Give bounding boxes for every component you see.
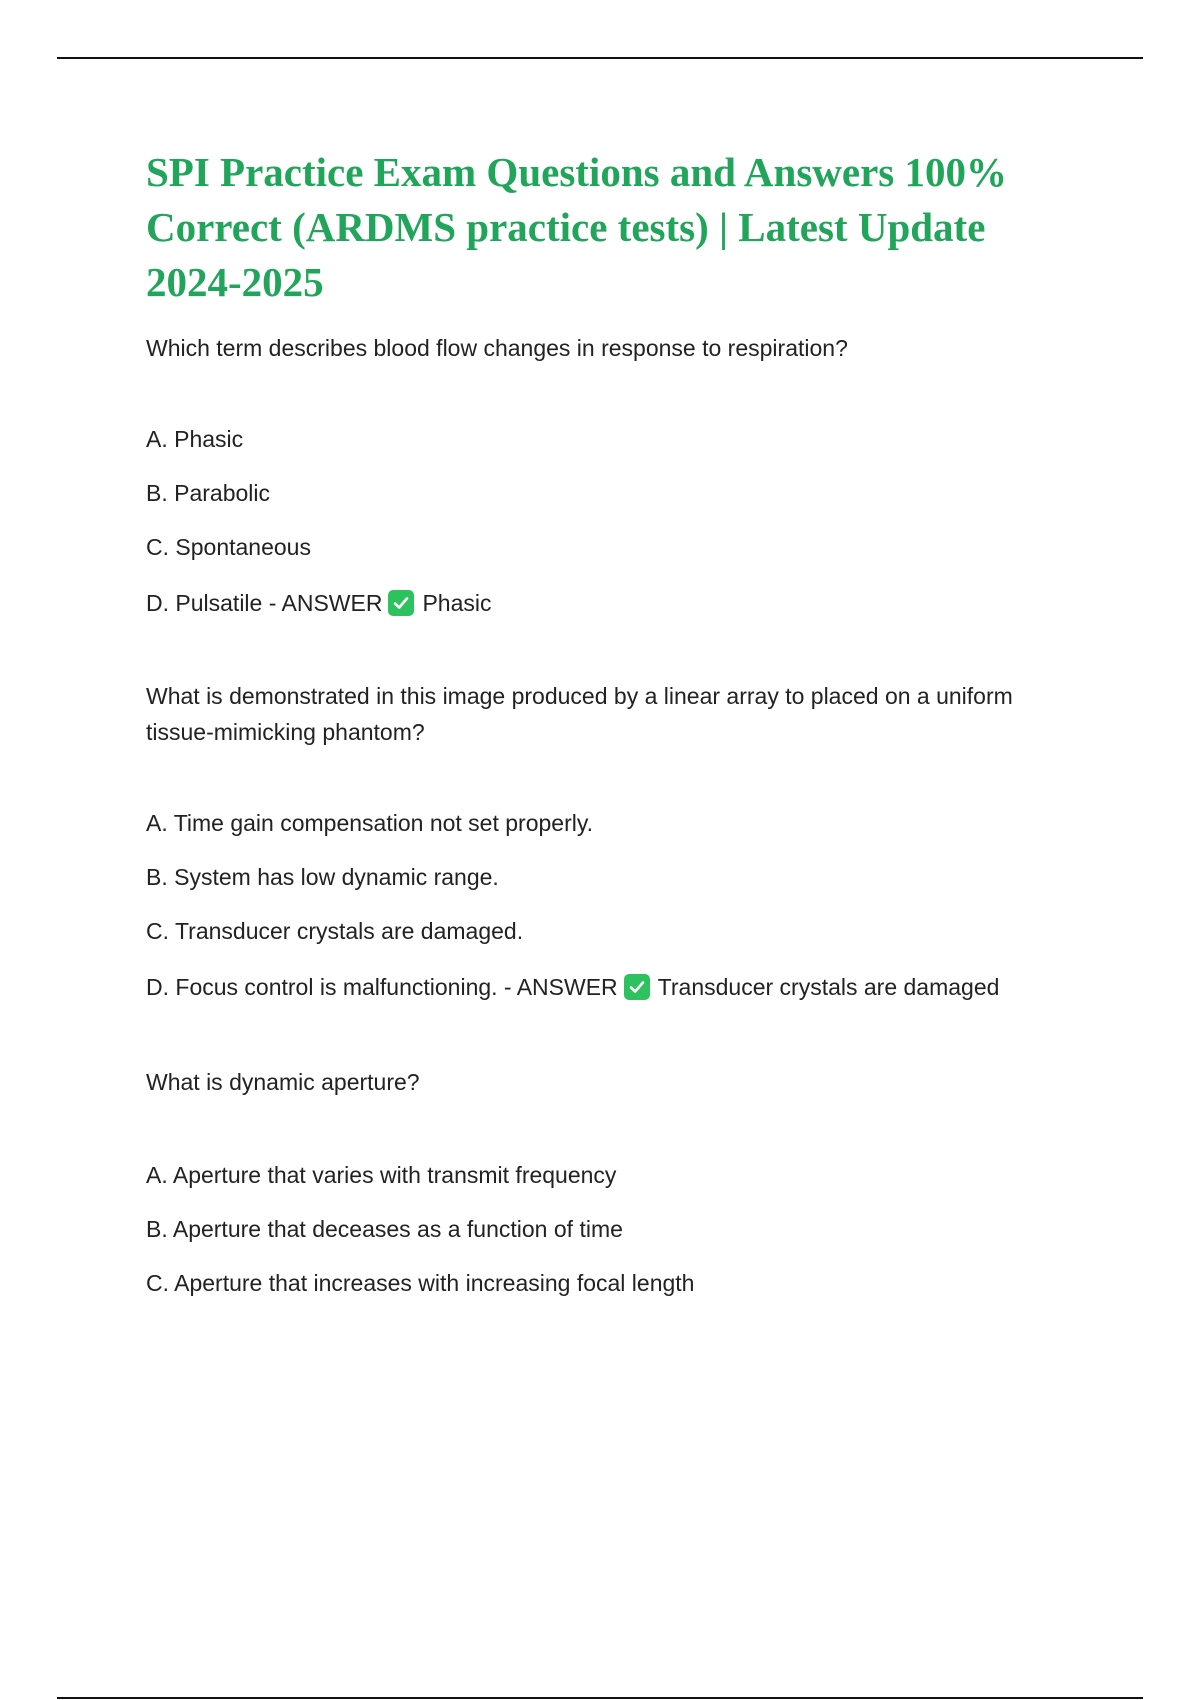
option-2a: A. Time gain compensation not set properly.	[146, 810, 594, 836]
answer-2: Transducer crystals are damaged	[657, 974, 1000, 1000]
answer-1: Phasic	[422, 590, 492, 616]
document-body	[146, 145, 1086, 1298]
option-1b: B. Parabolic	[146, 480, 271, 506]
top-rule	[57, 57, 1143, 59]
question-1-options	[146, 424, 1086, 618]
check-mark-icon	[624, 974, 650, 1000]
option-3b: B. Aperture that deceases as a function of time	[146, 1216, 623, 1242]
question-1: Which term describes blood flow changes in response to respiration?	[146, 335, 848, 361]
question-2-options	[146, 808, 1086, 1002]
question-2: What is demonstrated in this image produced by a linear array to placed on a uniform tissue-mimicking phantom?	[146, 683, 1013, 745]
check-mark-icon	[388, 590, 414, 616]
question-3-options	[146, 1160, 1086, 1298]
option-1a: A. Phasic	[146, 426, 244, 452]
option-1d: D. Pulsatile - ANSWER Phasic	[146, 590, 492, 616]
option-2c: C. Transducer crystals are damaged.	[146, 918, 524, 944]
option-2d: D. Focus control is malfunctioning. - ANSWER Transducer crystals are damaged	[146, 974, 1000, 1000]
option-2b: B. System has low dynamic range.	[146, 864, 499, 890]
bottom-rule	[57, 1697, 1143, 1699]
option-3c: C. Aperture that increases with increasing focal length	[146, 1270, 695, 1296]
option-3a: A. Aperture that varies with transmit frequency	[146, 1162, 617, 1188]
option-1c: C. Spontaneous	[146, 534, 311, 560]
question-3: What is dynamic aperture?	[146, 1069, 420, 1095]
document-title: SPI Practice Exam Questions and Answers 100% Correct (ARDMS practice tests) | Latest Update 2024-2025	[146, 149, 1007, 305]
